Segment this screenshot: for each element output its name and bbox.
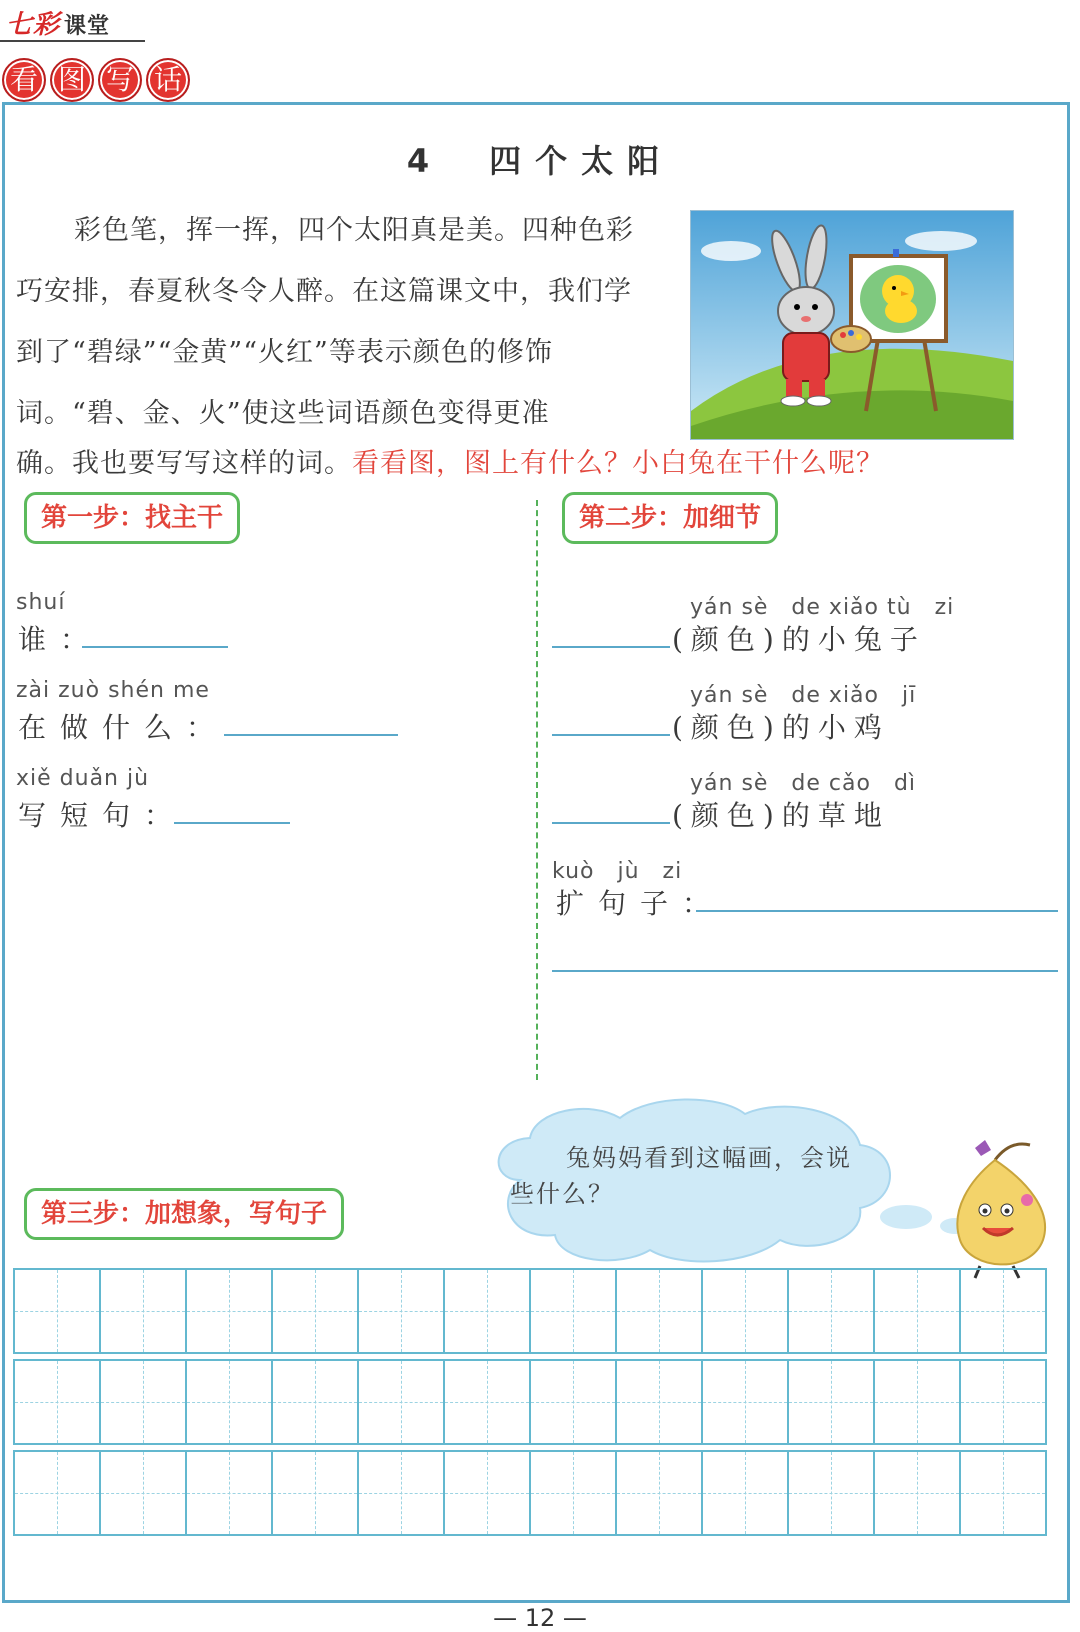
page-number: — 12 — bbox=[493, 1604, 587, 1632]
cloud-bubble-small-1 bbox=[880, 1205, 932, 1229]
badge-xie: 写 bbox=[98, 58, 142, 102]
intro-paragraph: 彩色笔，挥一挥，四个太阳真是美。四种色彩巧安排，春夏秋冬令人醉。在这篇课文中，我们学到了“碧绿”“金黄”“火红”等表示颜色的修饰词。“碧、金、火”使这些词语颜色变得更准 bbox=[16, 215, 634, 429]
grid-cell[interactable] bbox=[531, 1452, 617, 1534]
step2-pinyin-rabbit: yán sè de xiǎo tù zi bbox=[690, 595, 955, 620]
step2-text-chick: (颜色)的小鸡 bbox=[672, 711, 890, 744]
grid-cell[interactable] bbox=[187, 1270, 273, 1352]
grid-cell[interactable] bbox=[703, 1452, 789, 1534]
grid-cell[interactable] bbox=[961, 1361, 1045, 1443]
section-badges bbox=[2, 58, 190, 102]
column-divider bbox=[536, 500, 538, 1080]
grid-cell[interactable] bbox=[703, 1270, 789, 1352]
intro-last-line bbox=[16, 444, 884, 484]
grid-cell[interactable] bbox=[15, 1361, 101, 1443]
page-frame-bottom bbox=[2, 1600, 1070, 1603]
grid-cell[interactable] bbox=[445, 1270, 531, 1352]
step1-label: 第一步：找主干 bbox=[24, 492, 240, 544]
grid-cell[interactable] bbox=[445, 1452, 531, 1534]
grid-cell[interactable] bbox=[617, 1452, 703, 1534]
grid-cell[interactable] bbox=[15, 1270, 101, 1352]
writing-grid-row-1[interactable] bbox=[13, 1268, 1047, 1354]
grid-cell[interactable] bbox=[359, 1452, 445, 1534]
step1-pinyin-who: shuí bbox=[16, 590, 66, 615]
short-sentence-answer-line[interactable] bbox=[174, 822, 290, 824]
grid-cell[interactable] bbox=[531, 1361, 617, 1443]
grid-cell[interactable] bbox=[617, 1361, 703, 1443]
grid-cell[interactable] bbox=[273, 1452, 359, 1534]
rabbit-painting-illustration bbox=[690, 210, 1014, 440]
step2-label-expand: 扩句子： bbox=[556, 887, 725, 920]
lesson-title: 4 四个太阳 bbox=[406, 142, 674, 180]
grid-cell[interactable] bbox=[703, 1361, 789, 1443]
rabbit-color-answer-line[interactable] bbox=[552, 646, 670, 648]
doing-answer-line[interactable] bbox=[224, 734, 398, 736]
grid-cell[interactable] bbox=[875, 1361, 961, 1443]
cloud-question-text: 兔妈妈看到这幅画，会说些什么？ bbox=[510, 1144, 852, 1208]
step1-pinyin-short: xiě duǎn jù bbox=[16, 766, 150, 791]
chick-color-answer-line[interactable] bbox=[552, 734, 670, 736]
grid-cell[interactable] bbox=[875, 1270, 961, 1352]
grid-cell[interactable] bbox=[101, 1452, 187, 1534]
step2-label: 第二步：加细节 bbox=[562, 492, 778, 544]
step2-text-rabbit: (颜色)的小兔子 bbox=[672, 623, 926, 656]
writing-grid-row-2[interactable] bbox=[13, 1359, 1047, 1445]
badge-hua: 话 bbox=[146, 58, 190, 102]
grid-cell[interactable] bbox=[101, 1270, 187, 1352]
brand-logo: 七彩 课堂 bbox=[6, 10, 111, 40]
grid-cell[interactable] bbox=[961, 1270, 1045, 1352]
grid-cell[interactable] bbox=[273, 1361, 359, 1443]
grass-color-answer-line[interactable] bbox=[552, 822, 670, 824]
step1-label-who: 谁： bbox=[18, 623, 103, 656]
grid-cell[interactable] bbox=[187, 1361, 273, 1443]
who-answer-line[interactable] bbox=[82, 646, 228, 648]
step2-pinyin-chick: yán sè de xiǎo jī bbox=[690, 683, 917, 708]
grid-cell[interactable] bbox=[359, 1361, 445, 1443]
step1-label-short: 写短句： bbox=[18, 799, 187, 832]
grid-cell[interactable] bbox=[15, 1452, 101, 1534]
grid-cell[interactable] bbox=[617, 1270, 703, 1352]
picture-prompt: 看看图，图上有什么？小白兔在干什么呢？ bbox=[352, 448, 884, 479]
step2-pinyin-grass: yán sè de cǎo dì bbox=[690, 771, 917, 796]
brand-underline bbox=[0, 40, 145, 42]
step1-label-doing: 在做什么： bbox=[18, 711, 229, 744]
step2-pinyin-expand: kuò jù zi bbox=[552, 859, 683, 884]
grid-cell[interactable] bbox=[445, 1361, 531, 1443]
step3-label: 第三步：加想象，写句子 bbox=[24, 1188, 344, 1240]
grid-cell[interactable] bbox=[789, 1452, 875, 1534]
grid-cell[interactable] bbox=[789, 1361, 875, 1443]
grid-cell[interactable] bbox=[101, 1361, 187, 1443]
step2-text-grass: (颜色)的草地 bbox=[672, 799, 890, 832]
grid-cell[interactable] bbox=[359, 1270, 445, 1352]
expand-sentence-answer-line[interactable] bbox=[696, 910, 1058, 912]
grid-cell[interactable] bbox=[187, 1452, 273, 1534]
grid-cell[interactable] bbox=[875, 1452, 961, 1534]
badge-kan: 看 bbox=[2, 58, 46, 102]
badge-tu: 图 bbox=[50, 58, 94, 102]
grid-cell[interactable] bbox=[789, 1270, 875, 1352]
grid-cell[interactable] bbox=[531, 1270, 617, 1352]
grid-cell[interactable] bbox=[961, 1452, 1045, 1534]
writing-grid-row-3[interactable] bbox=[13, 1450, 1047, 1536]
expand-sentence-answer-line-2[interactable] bbox=[552, 970, 1058, 972]
grid-cell[interactable] bbox=[273, 1270, 359, 1352]
intro-end: 确。我也要写写这样的词。 bbox=[16, 448, 352, 479]
step1-pinyin-doing: zài zuò shén me bbox=[16, 678, 210, 703]
pear-character bbox=[935, 1140, 1075, 1280]
